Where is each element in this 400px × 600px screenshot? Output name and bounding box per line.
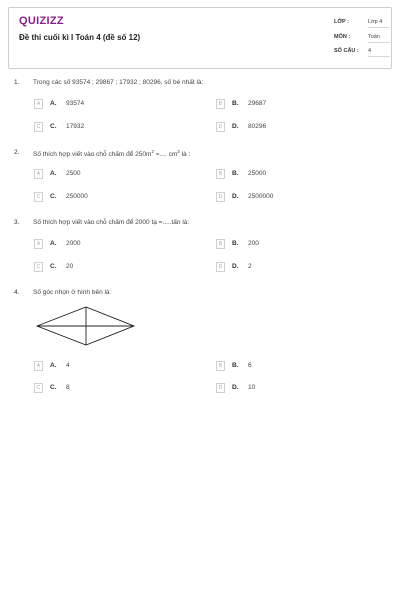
- option-box: D: [216, 383, 225, 393]
- option-value: 25000: [248, 170, 267, 177]
- option-box: B: [216, 239, 225, 249]
- option-value: 6: [248, 362, 252, 369]
- question-4-option-c[interactable]: [34, 383, 184, 394]
- question-1-option-b[interactable]: [216, 99, 366, 110]
- question-4-option-b[interactable]: [216, 361, 366, 372]
- question-text-part: là :: [179, 151, 191, 159]
- option-letter: C.: [50, 384, 57, 391]
- option-value: 2000: [66, 240, 81, 247]
- option-box: B: [216, 361, 225, 371]
- meta-subject: [334, 32, 390, 43]
- option-box: A: [34, 169, 43, 179]
- question-number: 2.: [14, 149, 20, 156]
- option-value: 8: [66, 384, 70, 391]
- rhombus-figure: [36, 306, 136, 346]
- option-letter: B.: [232, 362, 239, 369]
- option-box: C: [34, 122, 43, 132]
- meta-subject-label: MÔN :: [334, 34, 351, 40]
- option-value: 80296: [248, 123, 267, 130]
- question-1-option-a[interactable]: [34, 99, 184, 110]
- question-number: 1.: [14, 79, 20, 86]
- option-value: 4: [66, 362, 70, 369]
- question-text-part: Số thích hợp viết vào chỗ chấm để 250m: [33, 151, 152, 159]
- question-3-option-a[interactable]: [34, 239, 184, 250]
- superscript-exponent: 2: [177, 149, 180, 154]
- option-box: A: [34, 99, 43, 109]
- option-box: D: [216, 122, 225, 132]
- option-letter: A.: [50, 100, 57, 107]
- question-text-part: =.... cm: [153, 151, 178, 159]
- option-box: B: [216, 99, 225, 109]
- question-text: Số thích hợp viết vào chỗ chấm để 2000 tạ =.....tấn là:: [33, 219, 190, 226]
- option-letter: D.: [232, 123, 239, 130]
- option-value: 10: [248, 384, 256, 391]
- option-letter: D.: [232, 193, 239, 200]
- option-value: 17932: [66, 123, 85, 130]
- question-4-option-d[interactable]: [216, 383, 366, 394]
- question-text: Trong các số 93574 ; 29867 ; 17932 ; 80296, số bé nhất là:: [33, 79, 204, 86]
- question-3-option-c[interactable]: [34, 262, 184, 273]
- question-3-option-d[interactable]: [216, 262, 366, 273]
- option-letter: B.: [232, 240, 239, 247]
- question-text: Số góc nhọn ở hình bên là:: [33, 289, 112, 296]
- meta-count-value: 4: [368, 46, 390, 57]
- option-value: 200: [248, 240, 259, 247]
- worksheet-header: [8, 7, 392, 69]
- option-value: 2: [248, 263, 252, 270]
- question-2-option-d[interactable]: [216, 192, 366, 203]
- option-letter: C.: [50, 193, 57, 200]
- option-letter: D.: [232, 263, 239, 270]
- question-number: 3.: [14, 219, 20, 226]
- question-2-option-b[interactable]: [216, 169, 366, 180]
- option-letter: C.: [50, 123, 57, 130]
- meta-question-count: [334, 46, 390, 57]
- option-box: C: [34, 383, 43, 393]
- quizizz-logo: QUIZIZZ: [19, 15, 64, 27]
- option-value: 250000: [66, 193, 88, 200]
- question-1-option-c[interactable]: [34, 122, 184, 133]
- meta-grade: [334, 17, 390, 28]
- option-value: 29687: [248, 100, 267, 107]
- option-letter: A.: [50, 240, 57, 247]
- option-box: D: [216, 262, 225, 272]
- question-1-option-d[interactable]: [216, 122, 366, 133]
- question-2-option-c[interactable]: [34, 192, 184, 203]
- option-box: C: [34, 192, 43, 202]
- question-3-option-b[interactable]: [216, 239, 366, 250]
- question-text: [33, 149, 190, 158]
- superscript-exponent: 2: [151, 149, 154, 154]
- option-value: 20: [66, 263, 74, 270]
- option-box: A: [34, 361, 43, 371]
- option-letter: D.: [232, 384, 239, 391]
- option-box: C: [34, 262, 43, 272]
- meta-subject-value: Toán: [368, 32, 390, 43]
- option-letter: B.: [232, 100, 239, 107]
- option-value: 2500000: [248, 193, 274, 200]
- option-letter: A.: [50, 170, 57, 177]
- option-box: B: [216, 169, 225, 179]
- meta-grade-label: LỚP :: [334, 19, 349, 25]
- option-value: 2500: [66, 170, 81, 177]
- meta-grade-value: Lớp 4: [368, 17, 390, 28]
- option-letter: B.: [232, 170, 239, 177]
- question-2-option-a[interactable]: [34, 169, 184, 180]
- page-title: Đề thi cuối kì I Toán 4 (đề số 12): [19, 33, 141, 42]
- option-box: A: [34, 239, 43, 249]
- option-box: D: [216, 192, 225, 202]
- question-number: 4.: [14, 289, 20, 296]
- question-4-option-a[interactable]: [34, 361, 184, 372]
- option-letter: C.: [50, 263, 57, 270]
- option-letter: A.: [50, 362, 57, 369]
- option-value: 93574: [66, 100, 85, 107]
- meta-count-label: SỐ CÂU :: [334, 48, 359, 54]
